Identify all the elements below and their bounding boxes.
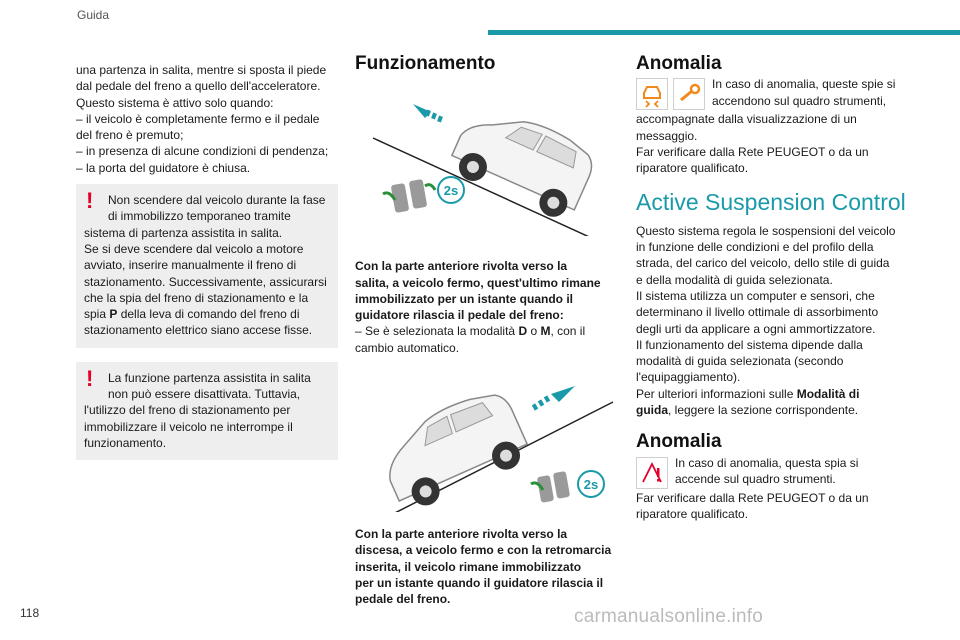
text-line: accompagnate dalla visualizzazione di un <box>636 112 857 127</box>
caption-line: discesa, a veicolo fermo e con la retromarcia <box>355 543 612 558</box>
note-line: l'utilizzo del freno di stazionamento per <box>84 403 291 418</box>
text-line: riparatore qualificato. <box>636 506 749 521</box>
timer-badge <box>578 471 604 497</box>
column-3 <box>636 53 906 522</box>
section-heading: Funzionamento <box>355 53 496 74</box>
column-1 <box>76 62 338 460</box>
note-line: spia P della leva di comando del freno di <box>84 307 300 322</box>
section-heading: Anomalia <box>636 53 722 74</box>
pedal-icon <box>531 471 570 503</box>
text-line: modalità di guida selezionata (secondo <box>636 354 844 369</box>
caption-line: inserita, il veicolo rimane immobilizzato <box>355 559 582 574</box>
list-item: cambio automatico. <box>355 340 460 355</box>
text-line: – la porta del guidatore è chiusa. <box>76 160 251 175</box>
pedal-icon <box>383 179 435 213</box>
warning-icon: ! <box>86 365 94 391</box>
list-item: – Se è selezionata la modalità D o M, con il <box>355 324 586 339</box>
car-illustration <box>373 384 534 512</box>
timer-badge-label: 2s <box>443 183 459 199</box>
column-2 <box>355 53 617 608</box>
uphill-start-illustration <box>355 86 617 236</box>
caption-line: Con la parte anteriore rivolta verso la <box>355 527 568 542</box>
note-line: funzionamento. <box>84 435 167 450</box>
caption-line: per un istante quando il guidatore rilascia il <box>355 575 604 590</box>
warning-note <box>76 362 338 460</box>
note-line: stazionamento. Successivamente, assicurarsi <box>84 274 327 289</box>
text-line: accende sul quadro strumenti. <box>675 471 836 486</box>
caption-line: salita, a veicolo fermo, quest'ultimo rimane <box>355 275 601 290</box>
note-line: stazionamento elettrico siano accese fisse. <box>84 323 313 338</box>
text-line: messaggio. <box>636 128 698 143</box>
caption-line: immobilizzato per un istante quando il <box>355 291 574 306</box>
note-line: Non scendere dal veicolo durante la fase <box>108 193 326 208</box>
backward-arrow-icon <box>413 104 443 123</box>
text-line: Il sistema utilizza un computer e sensori, che <box>636 288 875 303</box>
text-line: In caso di anomalia, questa spia si <box>675 455 859 470</box>
suspension-fault-icon <box>636 457 668 489</box>
note-line: Se si deve scendere dal veicolo a motore <box>84 241 304 256</box>
note-line: di immobilizzo temporaneo tramite <box>108 209 291 224</box>
text-line: l'equipaggiamento). <box>636 370 741 385</box>
note-line: non può essere disattivata. Tuttavia, <box>108 387 301 402</box>
caption-line: Con la parte anteriore rivolta verso la <box>355 259 568 274</box>
wrench-icon <box>673 78 705 110</box>
caption-line: pedale del freno. <box>355 592 451 607</box>
text-line: una partenza in salita, mentre si sposta il piede <box>76 63 327 77</box>
timer-badge <box>438 177 464 203</box>
text-line: dal pedale del freno a quello dell'acceleratore. <box>76 79 321 94</box>
text-line: Far verificare dalla Rete PEUGEOT o da un <box>636 144 869 159</box>
car-illustration <box>445 98 600 225</box>
text-line: del freno è premuto; <box>76 128 184 143</box>
text-line: e della modalità di guida selezionata. <box>636 272 833 287</box>
text-line: Far verificare dalla Rete PEUGEOT o da un <box>636 490 869 505</box>
watermark: carmanualsonline.info <box>574 606 764 627</box>
text-line: strada, del carico del veicolo, dello stile di guida <box>636 256 890 271</box>
text-line: Il funzionamento del sistema dipende dalla <box>636 337 863 352</box>
timer-badge-label: 2s <box>583 477 599 493</box>
warning-note <box>76 184 338 348</box>
text-line: in funzione delle condizioni e del profilo della <box>636 240 874 255</box>
text-line: degli urti da applicare a ogni ammortizzatore. <box>636 321 876 336</box>
page-number: 118 <box>20 606 40 620</box>
text-line: Per ulteriori informazioni sulle Modalità di <box>636 386 860 401</box>
downhill-start-illustration <box>355 372 617 512</box>
asc-title: Active Suspension Control <box>636 189 906 216</box>
header-title: Guida <box>77 8 110 22</box>
text-line: – il veicolo è completamente fermo e il pedale <box>76 111 320 126</box>
text-line: – in presenza di alcune condizioni di pendenza; <box>76 144 329 159</box>
text-line: determinano il livello ottimale di assorbimento <box>636 305 879 320</box>
caption-line: guidatore rilascia il pedale del freno: <box>355 308 564 323</box>
note-line: che la spia del freno di stazionamento e la <box>84 290 309 305</box>
text-line: Questo sistema regola le sospensioni del veicolo <box>636 223 896 238</box>
section-heading: Anomalia <box>636 431 722 453</box>
text-line: guida, leggere la sezione corrispondente. <box>636 403 859 418</box>
text-line: Questo sistema è attivo solo quando: <box>76 95 274 110</box>
text-line: riparatore qualificato. <box>636 161 749 176</box>
warning-icon: ! <box>86 188 94 214</box>
note-line: La funzione partenza assistita in salita <box>108 370 311 385</box>
forward-arrow-icon <box>532 386 575 411</box>
text-line: accendono sul quadro strumenti, <box>712 93 887 108</box>
suspension-warning-icon <box>636 78 668 110</box>
header-accent-bar <box>488 30 960 35</box>
note-line: sistema di partenza assistita in salita. <box>84 225 283 240</box>
note-line: immobilizzare il veicolo ne interrompe il <box>84 419 293 434</box>
text-line: In caso di anomalia, queste spie si <box>712 77 896 92</box>
note-line: avviato, inserire manualmente il freno di <box>84 258 297 273</box>
